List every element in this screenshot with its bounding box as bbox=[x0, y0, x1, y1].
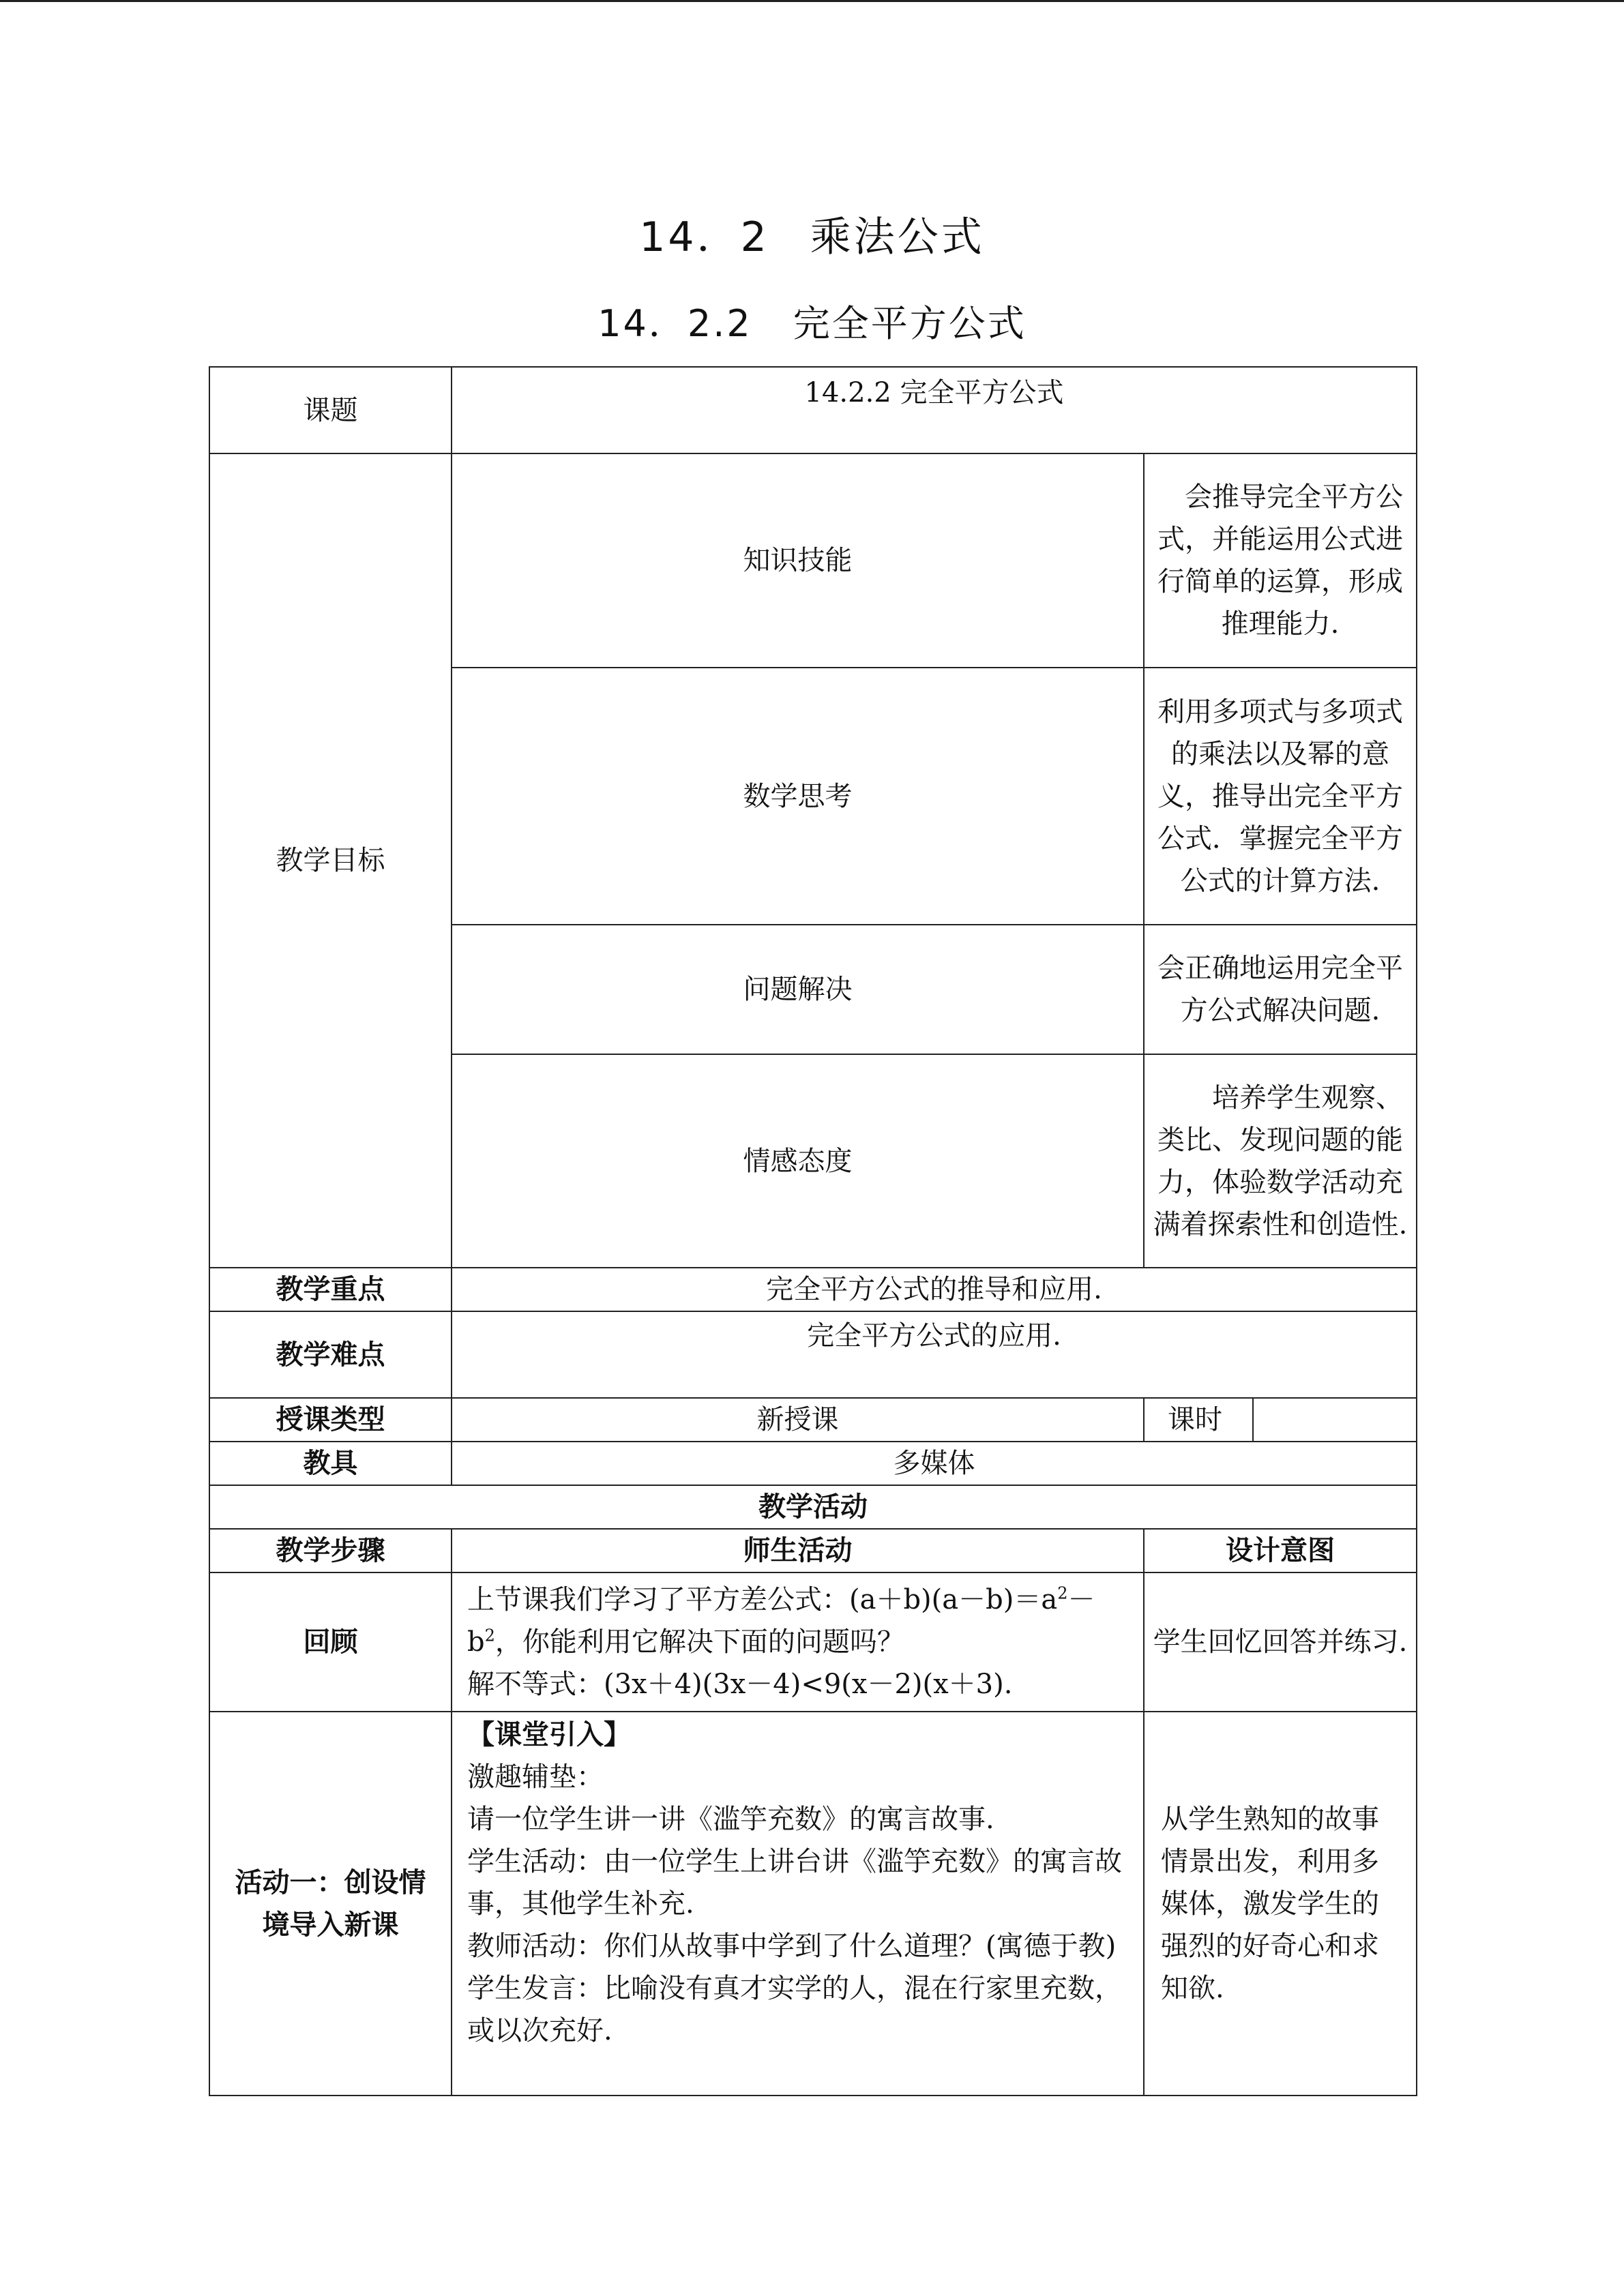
activity1-content bbox=[452, 1712, 1144, 2096]
row-key-point bbox=[209, 1268, 1417, 1311]
row-goal-knowledge bbox=[209, 453, 1417, 668]
topic-label: 课题 bbox=[209, 367, 452, 453]
goal-desc: 利用多项式与多项式的乘法以及幂的意义，推导出完全平方公式．掌握完全平方公式的计算方法. bbox=[1144, 668, 1417, 925]
lesson-type-label: 授课类型 bbox=[209, 1398, 452, 1442]
row-activity-1 bbox=[209, 1712, 1417, 2096]
review-activity bbox=[452, 1572, 1144, 1712]
goal-name: 问题解决 bbox=[452, 925, 1144, 1054]
top-border-line bbox=[0, 0, 1624, 2]
tools-label: 教具 bbox=[209, 1442, 452, 1485]
activity1-heading: 【课堂引入】 bbox=[467, 1719, 631, 1750]
goal-name: 情感态度 bbox=[452, 1054, 1144, 1268]
goal-name: 数学思考 bbox=[452, 668, 1144, 925]
activity1-step: 活动一：创设情境导入新课 bbox=[209, 1712, 452, 2096]
goal-desc: 培养学生观察、类比、发现问题的能力，体验数学活动充满着探索性和创造性. bbox=[1144, 1054, 1417, 1268]
sub-title bbox=[0, 295, 1624, 347]
row-difficulty bbox=[209, 1311, 1417, 1398]
activity1-paragraph: 学生活动：由一位学生上讲台讲《滥竽充数》的寓言故事，其他学生补充. bbox=[467, 1846, 1122, 1920]
activity1-paragraph: 请一位学生讲一讲《滥竽充数》的寓言故事. bbox=[467, 1804, 994, 1835]
activity1-intent: 从学生熟知的故事情景出发，利用多媒体，激发学生的强烈的好奇心和求知欲. bbox=[1144, 1712, 1417, 2096]
column-header-step: 教学步骤 bbox=[209, 1529, 452, 1572]
activity1-paragraph: 激趣辅垫： bbox=[467, 1761, 604, 1793]
review-line-2: $b^2$，你能利用它解决下面的问题吗？ bbox=[467, 1626, 904, 1658]
row-activities-header bbox=[209, 1485, 1417, 1529]
main-title-text: 乘法公式 bbox=[810, 213, 985, 261]
goal-name: 知识技能 bbox=[452, 453, 1144, 668]
goal-desc: 会推导完全平方公式，并能运用公式进行简单的运算，形成推理能力. bbox=[1144, 453, 1417, 668]
column-header-activity: 师生活动 bbox=[452, 1529, 1144, 1572]
key-point-value: 完全平方公式的推导和应用. bbox=[452, 1268, 1417, 1311]
difficulty-value: 完全平方公式的应用. bbox=[452, 1311, 1417, 1398]
tools-value: 多媒体 bbox=[452, 1442, 1417, 1485]
goal-desc: 会正确地运用完全平方公式解决问题. bbox=[1144, 925, 1417, 1054]
goals-label: 教学目标 bbox=[209, 453, 452, 1268]
row-column-headers bbox=[209, 1529, 1417, 1572]
activity1-paragraph: 教师活动：你们从故事中学到了什么道理？(寓德于教) bbox=[467, 1930, 1117, 1962]
column-header-intent: 设计意图 bbox=[1144, 1529, 1417, 1572]
sub-title-text: 完全平方公式 bbox=[793, 302, 1027, 345]
review-line-1: 上节课我们学习了平方差公式：$(a+b)(a-b)=a^2-$ bbox=[467, 1583, 1095, 1615]
difficulty-label: 教学难点 bbox=[209, 1311, 452, 1398]
row-lesson-type bbox=[209, 1398, 1417, 1442]
hours-value bbox=[1253, 1398, 1417, 1442]
activities-header: 教学活动 bbox=[209, 1485, 1417, 1529]
main-title-number: 14．2 bbox=[639, 213, 769, 261]
main-title bbox=[0, 205, 1624, 263]
review-line-3: 解不等式：(3x＋4)(3x－4)<9(x－2)(x＋3). bbox=[467, 1669, 1013, 1700]
sub-title-number: 14．2.2 bbox=[597, 302, 752, 345]
key-point-label: 教学重点 bbox=[209, 1268, 452, 1311]
activity1-paragraph: 学生发言：比喻没有真才实学的人，混在行家里充数，或以次充好. bbox=[467, 1973, 1122, 2046]
review-intent: 学生回忆回答并练习. bbox=[1144, 1572, 1417, 1712]
row-tools bbox=[209, 1442, 1417, 1485]
row-review bbox=[209, 1572, 1417, 1712]
lesson-plan-table bbox=[209, 366, 1417, 2096]
hours-label: 课时 bbox=[1144, 1398, 1253, 1442]
review-step: 回顾 bbox=[209, 1572, 452, 1712]
lesson-type-value: 新授课 bbox=[452, 1398, 1144, 1442]
row-topic bbox=[209, 367, 1417, 453]
topic-value: 14.2.2 完全平方公式 bbox=[452, 367, 1417, 453]
